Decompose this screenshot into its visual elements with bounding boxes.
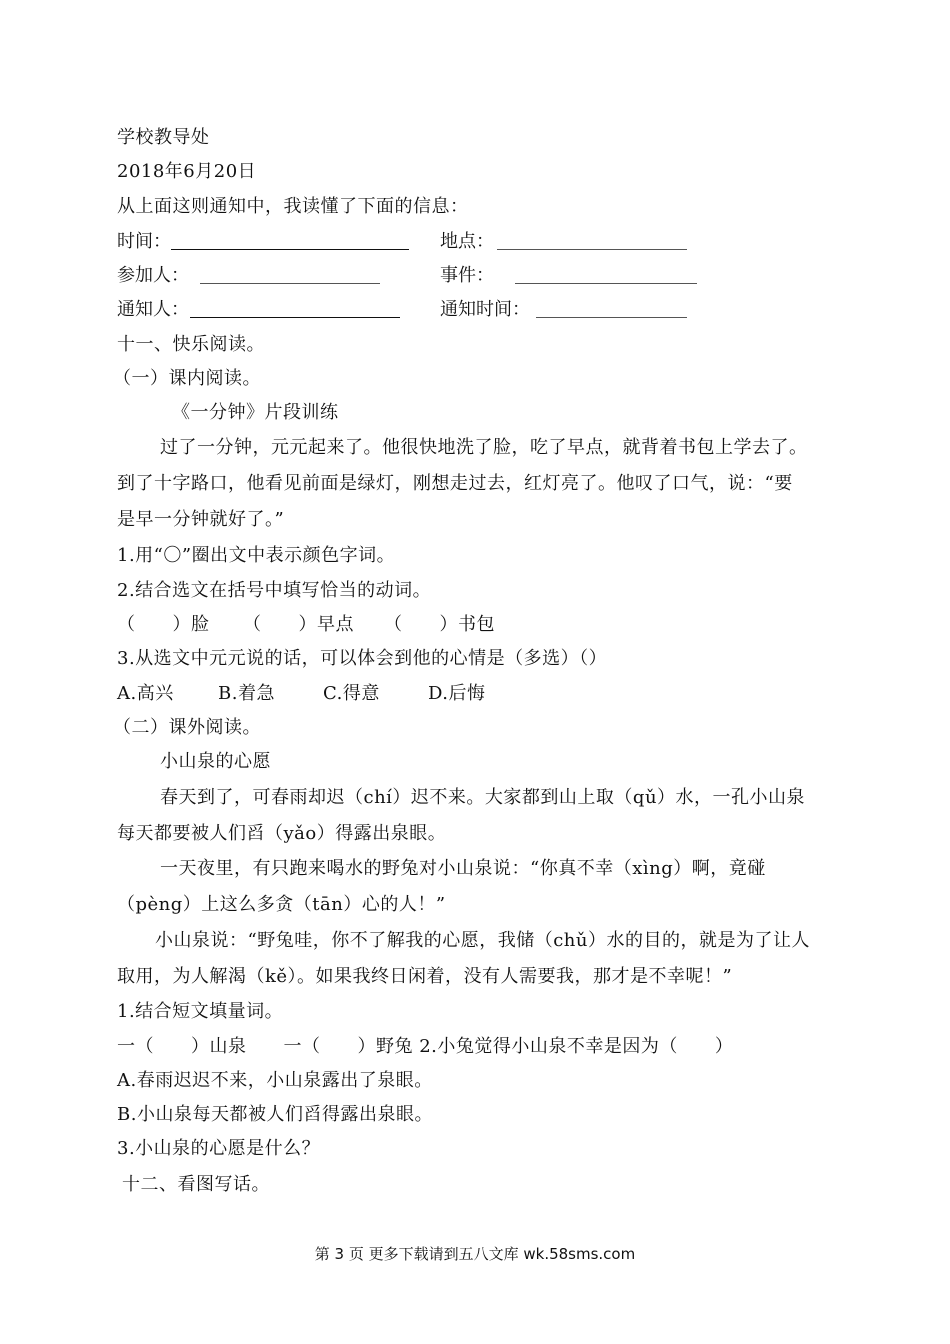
part1-passage-line: 过了一分钟，元元起来了。他很快地洗了脸，吃了早点，就背着书包上学去了。 — [160, 437, 808, 458]
part1-question-1: 1.用“〇”圈出文中表示颜色字词。 — [117, 545, 396, 566]
part1-passage-line: 到了十字路口，他看见前面是绿灯，刚想走过去，红灯亮了。他叹了口气，说：“要 — [117, 473, 793, 494]
notice-date: 2018年6月20日 — [117, 161, 257, 182]
part2-passage-line: （pèng）上这么多贪（tān）心的人！” — [117, 894, 446, 915]
part2-question-1: 1.结合短文填量词。 — [117, 1001, 284, 1022]
part1-passage-line: 是早一分钟就好了。” — [117, 509, 285, 530]
page-footer: 第 3 页 更多下载请到五八文库 wk.58sms.com — [314, 1245, 636, 1263]
place-blank[interactable] — [497, 249, 687, 250]
event-blank[interactable] — [515, 283, 697, 284]
part2-passage-line: 取用，为人解渴（kě）。如果我终日闲着，没有人需要我，那才是不幸呢！” — [117, 966, 733, 987]
notice-time-label: 通知时间： — [440, 299, 530, 320]
place-label: 地点： — [440, 231, 494, 252]
time-label: 时间： — [117, 231, 171, 252]
part1-title: 《一分钟》片段训练 — [172, 402, 339, 423]
part2-question-1-2-line: 一（ ）山泉 一（ ）野兔 2.小兔觉得小山泉不幸是因为（ ） — [117, 1036, 734, 1057]
section-12-heading: 十二、看图写话。 — [122, 1174, 270, 1195]
part2-passage-line: 每天都要被人们舀（yǎo）得露出泉眼。 — [117, 823, 447, 844]
part2-heading: （二）课外阅读。 — [113, 717, 261, 738]
time-blank[interactable] — [171, 249, 409, 250]
option-d: D.后悔 — [428, 683, 486, 704]
participants-label: 参加人： — [117, 265, 189, 286]
blank-schoolbag: （ ）书包 — [384, 614, 495, 635]
notice-sender: 学校教导处 — [117, 127, 210, 148]
part2-passage-line: 春天到了，可春雨却迟（chí）迟不来。大家都到山上取（qǔ）水，一孔小山泉 — [160, 787, 806, 808]
part2-passage-line: 一天夜里，有只跑来喝水的野兔对小山泉说：“你真不幸（xìng）啊，竟碰 — [160, 858, 766, 879]
part1-question-2: 2.结合选文在括号中填写恰当的动词。 — [117, 580, 432, 601]
participants-blank[interactable] — [200, 283, 380, 284]
part2-option-a: A.春雨迟迟不来，小山泉露出了泉眼。 — [117, 1070, 433, 1091]
notice-prompt: 从上面这则通知中，我读懂了下面的信息： — [117, 196, 469, 217]
part1-question-3: 3.从选文中元元说的话，可以体会到他的心情是（多选）（） — [117, 648, 608, 669]
part2-passage-line: 小山泉说：“野兔哇，你不了解我的心愿，我储（chǔ）水的目的，就是为了让人 — [155, 930, 810, 951]
part2-option-b: B.小山泉每天都被人们舀得露出泉眼。 — [117, 1104, 433, 1125]
notifier-label: 通知人： — [117, 299, 189, 320]
option-b: B.着急 — [218, 683, 275, 704]
notifier-blank[interactable] — [190, 317, 400, 318]
blank-face: （ ）脸 — [117, 614, 210, 635]
blank-breakfast: （ ）早点 — [243, 614, 354, 635]
event-label: 事件： — [440, 265, 494, 286]
part1-heading: （一）课内阅读。 — [113, 368, 261, 389]
part2-title: 小山泉的心愿 — [160, 751, 271, 772]
option-a: A.高兴 — [117, 683, 174, 704]
option-c: C.得意 — [323, 683, 380, 704]
part2-question-3: 3.小山泉的心愿是什么？ — [117, 1138, 321, 1159]
section-11-heading: 十一、快乐阅读。 — [117, 334, 265, 355]
notice-time-blank[interactable] — [536, 317, 687, 318]
